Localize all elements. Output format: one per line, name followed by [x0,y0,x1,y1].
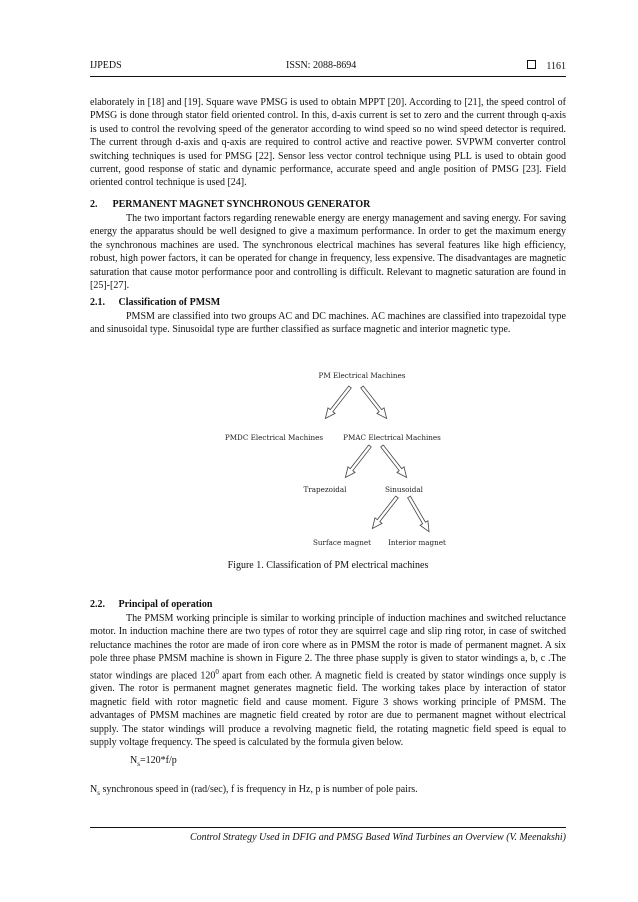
section-2-2-text-part1: The PMSM working principle is similar to working principle of induction machines and switched reluctance motor. In induction machine there are two types of rotor they are squirrel cage and slip ring rotor, in case of switched reluctance machines the rotor are made of iron core where as in PMSM the rotor is made of permanent magnet. A six pole three phase PMSM machine is shown in Figure 2. The three phase supply is given to stator windings a, b, c .The stator windings are placed 120 [90,613,566,681]
running-footer: Control Strategy Used in DFIG and PMSG Based Wind Turbines an Overview (V. Meenakshi) [189,832,566,843]
description-subscript: s [97,789,100,797]
arrow-pmac-to-trapezoidal [342,443,374,480]
section-2-1-number: 2.1. [90,297,105,308]
classification-diagram [200,360,480,555]
node-pmac: PMAC Electrical Machines [343,433,441,442]
node-sinusoidal: Sinusoidal [385,485,423,494]
running-header [90,60,566,74]
section-2-heading [90,199,566,210]
section-2-title: PERMANENT MAGNET SYNCHRONOUS GENERATOR [112,199,371,210]
formula-expression: =120*f/p [139,755,177,766]
journal-name: IJPEDS [90,60,122,71]
node-pmdc: PMDC Electrical Machines [224,433,324,442]
degree-superscript: 0 [215,667,219,676]
arrow-root-to-pmac [358,384,390,421]
page-number-block [527,60,566,72]
page-number: 1161 [546,61,566,72]
issn: ISSN: 2088-8694 [286,60,357,71]
node-trapezoidal: Trapezoidal [303,485,347,494]
node-interior-magnet: Interior magnet [388,538,446,547]
arrow-root-to-pmdc [322,384,354,421]
description-text: synchronous speed in (rad/sec), f is frequency in Hz, p is number of pole pairs. [99,784,418,795]
formula-subscript: s [137,760,140,768]
section-2-2-text-part2: apart from each other. A magnetic field is created by stator windings once supply is given. The rotor is permanent magnet generates magnetic field. The working takes place by interaction of stator magnetic field with rotor magnetic field and cause moment. Figure 3 shows working principle of PMSM. The advantages of PMSM machines are magnetic field created by rotor are due to permanent magnet without electrical supply. The stator windings will produce a revolving magnetic field, the rotating magnetic field speed is equal to supply voltage frequency. The speed is calculated by the formula given below. [90,669,566,748]
formula-symbol: N [130,755,138,766]
section-2-1-title: Classification of PMSM [118,297,221,308]
section-2-number: 2. [90,199,98,210]
arrow-pmac-to-sinusoidal [378,443,410,480]
description-symbol: N [90,784,98,795]
section-2-paragraph: The two important factors regarding renewable energy are energy management and saving energy. For saving energy the apparatus should be well designed to give a maximum performance. In order to get the maximum energy the synchronous machines are used. The synchronous electrical machines has several features like high efficiency, robust, high power factors, it can be operated for change in frequency, less expensive. The disadvantages are magnetic saturation that cause motor performance poor and controlling is difficult. Relevant to magnetic saturation are found in [25]-[27]. [90,213,566,292]
header-rule [90,76,566,77]
checkbox-glyph-icon [527,60,536,69]
section-2-2-heading [90,599,566,610]
formula-description [90,784,418,797]
section-2-2-paragraph [90,612,566,749]
arrow-sinusoidal-to-surface [369,494,401,531]
section-2-1-heading [90,297,566,308]
figure-1-caption: Figure 1. Classification of PM electrical machines [227,560,429,571]
section-2-2-number: 2.2. [90,599,105,610]
footer-rule [90,827,566,828]
speed-formula [130,755,177,768]
section-2-1-paragraph: PMSM are classified into two groups AC and DC machines. AC machines are classified into trapezoidal type and sinusoidal type. Sinusoidal type are further classified as surface magnetic and interior magnetic type. [90,311,566,336]
node-pm-electrical-machines: PM Electrical Machines [318,371,406,380]
arrow-sinusoidal-to-interior [405,495,433,534]
intro-paragraph: elaborately in [18] and [19]. Square wave PMSG is used to obtain MPPT [20]. According to [21], the speed control of PMSG is done through stator field oriented control. In this, d-axis current is set to zero and the current through q-axis is used to control the revolving speed of the generator according to wind speed so no wind speed detector is required. The current through d-axis and q-axis are required to control active and reactive power. SVPWM converter control switching techniques is used for PMSG [22]. Sensor less vector control technique using PLL is used to obtain good current, good response of static and dynamic performance, accurate speed and angle position of PMSG [23]. Field oriented control technique is used [24]. [90,97,566,189]
node-surface-magnet: Surface magnet [313,538,371,547]
section-2-2-title: Principal of operation [118,599,213,610]
